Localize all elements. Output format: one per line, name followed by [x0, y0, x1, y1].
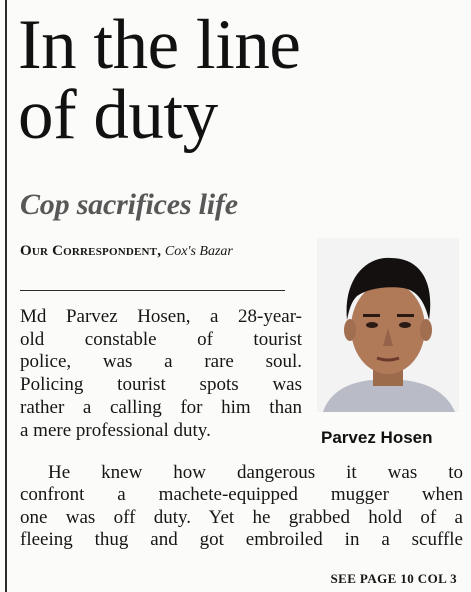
body-line: police, was a rare soul.: [20, 351, 302, 373]
body-line: fleeing thug and got embroiled in a scuffle: [20, 528, 463, 550]
headline-line-1: In the line: [18, 6, 301, 84]
byline-place: Cox's Bazar: [164, 244, 233, 259]
body-line: rather a calling for him than: [20, 396, 302, 418]
subheadline: Cop sacrifices life: [20, 188, 238, 221]
byline: [20, 241, 305, 262]
photo-caption: Parvez Hosen: [321, 428, 433, 447]
body-line: Policing tourist spots was: [20, 374, 302, 396]
headline: [18, 6, 463, 154]
column-rule: [5, 0, 7, 592]
body-line: a mere professional duty.: [20, 419, 211, 441]
body-line: Md Parvez Hosen, a 28-year-: [20, 306, 302, 327]
body-paragraph-1: [20, 306, 302, 442]
byline-name: Our Correspondent,: [20, 243, 162, 259]
body-line: one was off duty. Yet he grabbed hold of a: [20, 506, 463, 528]
body-line: old constable of tourist: [20, 328, 302, 350]
body-paragraph-2: [20, 462, 463, 551]
portrait-illustration: [317, 238, 459, 412]
body-line: confront a machete-equipped mugger when: [20, 484, 463, 506]
portrait-photo: [317, 238, 459, 412]
continuation-jump-line: SEE PAGE 10 COL 3: [330, 571, 457, 586]
body-line: He knew how dangerous it was to: [48, 462, 463, 483]
headline-line-2: of duty: [18, 76, 218, 154]
byline-rule: [20, 290, 285, 291]
